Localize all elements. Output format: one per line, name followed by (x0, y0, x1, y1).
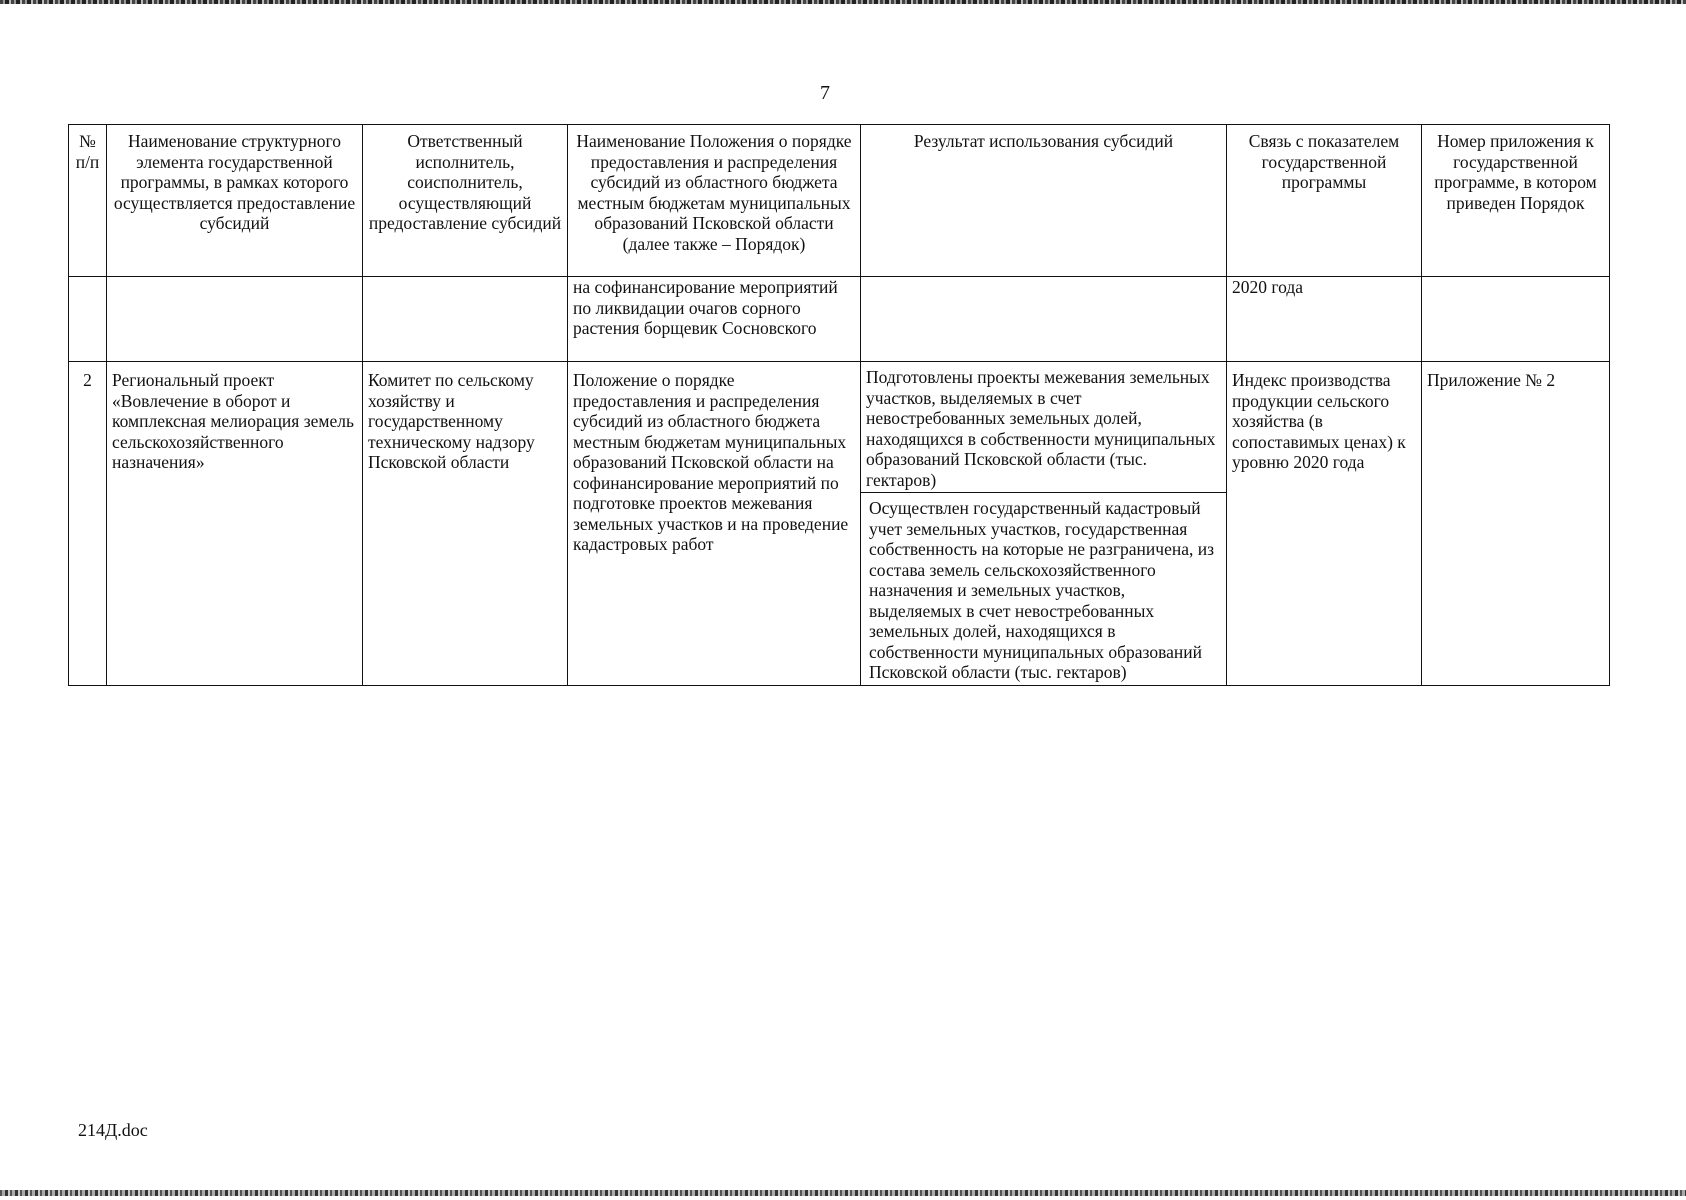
table-row-continuation (69, 277, 1610, 362)
cell-regulation: Положение о порядке предоставления и распределения субсидий из областного бюджета местным бюджетам муниципальных образований Псковской области на софинансирование мероприятий по подготовке проектов межевания земельных участков и на проведение кадастровых работ (568, 362, 861, 686)
cell-appendix: Приложение № 2 (1422, 362, 1610, 686)
cell-result (861, 277, 1227, 362)
cell-result (861, 362, 1227, 686)
header-element: Наименование структурного элемента государственной программы, в рамках которого осуществляется предоставление субсидий (107, 125, 363, 277)
cell-appendix (1422, 277, 1610, 362)
header-appendix: Номер приложения к государственной программе, в котором приведен Порядок (1422, 125, 1610, 277)
subsidy-table (68, 124, 1610, 686)
header-regulation: Наименование Положения о порядке предоставления и распределения субсидий из областного бюджета местным бюджетам муниципальных образований Псковской области (далее также – Порядок) (568, 125, 861, 277)
scan-edge-top (0, 0, 1686, 4)
cell-indicator: 2020 года (1227, 277, 1422, 362)
cell-indicator: Индекс производства продукции сельского хозяйства (в сопоставимых ценах) к уровню 2020 года (1227, 362, 1422, 686)
result-item-2: Осуществлен государственный кадастровый учет земельных участков, государственная собственность на которые не разграничена, из состава земель сельскохозяйственного назначения и земельных участков, выделяемых в счет невостребованных земельных долей, находящихся в собственности муниципальных образований Псковской области (тыс. гектаров) (869, 498, 1215, 682)
header-result: Результат использования субсидий (861, 125, 1227, 277)
cell-executor (363, 277, 568, 362)
header-executor: Ответственный исполнитель, соисполнитель, осуществляющий предоставление субсидий (363, 125, 568, 277)
footer-filename: 214Д.doc (78, 1120, 148, 1140)
header-number: № п/п (69, 125, 107, 277)
table-header-row (69, 125, 1610, 277)
cell-regulation: на софинансирование мероприятий по ликвидации очагов сорного растения борщевик Сосновского (568, 277, 861, 362)
table-row-2 (69, 362, 1610, 686)
cell-element (107, 277, 363, 362)
page-number: 7 (820, 82, 830, 104)
result-item-1: Подготовлены проекты межевания земельных участков, выделяемых в счет невостребованных земельных долей, находящихся в собственности муниципальных образований Псковской области (тыс. гектаров) (861, 362, 1226, 493)
cell-num (69, 277, 107, 362)
cell-executor: Комитет по сельскому хозяйству и государственному техническому надзору Псковской области (363, 362, 568, 686)
scan-edge-bottom (0, 1190, 1686, 1196)
header-indicator: Связь с показателем государственной программы (1227, 125, 1422, 277)
cell-element: Региональный проект «Вовлечение в оборот и комплексная мелиорация земель сельскохозяйственного назначения» (107, 362, 363, 686)
cell-num: 2 (69, 362, 107, 686)
